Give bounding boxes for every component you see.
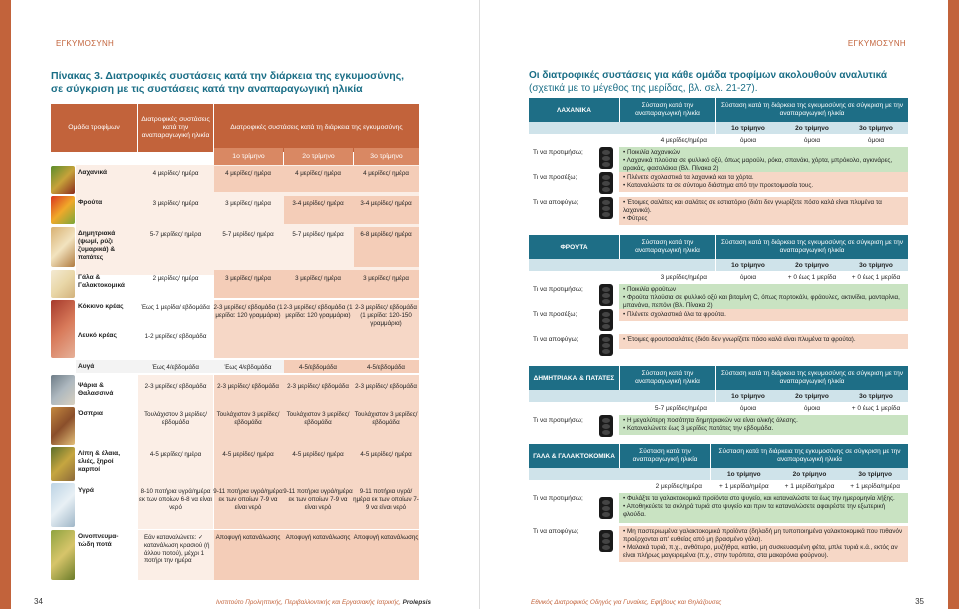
right-stripe — [948, 0, 959, 609]
question-pref: Τι να προτιμήσω; — [533, 149, 583, 156]
table-cell: 2-3 μερίδες/ εβδομάδα — [144, 383, 207, 390]
vegetables-photo — [51, 166, 75, 194]
traffic-light-icon — [599, 530, 613, 552]
table-cell: 3-4 μερίδες/ ημέρα — [292, 200, 344, 207]
table-cell: 5-7 μερίδες/ ημέρα — [292, 231, 344, 238]
lamp — [602, 181, 610, 186]
value-trimester: + 0 έως 1 μερίδα — [844, 403, 908, 414]
advice-item: • Η μεγαλύτερη ποσότητα δημητριακών να είναι ολικής άλεσης. — [623, 417, 904, 425]
table-cell: Τουλάχιστον 3 μερίδες/ εβδομάδα — [216, 411, 280, 426]
advice-item: • Λαχανικά πλούσια σε φυλλικό οξύ, όπως μαρούλι, ρόκα, σπανάκι, χόρτα, μπρόκολο, αγκινάρες, αρακάς, φασολάκια (Βλ. Πίνακα 2) — [623, 157, 904, 173]
question-avoid: Τι να αποφύγω; — [533, 199, 579, 206]
footer-left-bold: Prolepsis — [402, 599, 432, 606]
traffic-light-icon — [599, 334, 613, 356]
traffic-light-icon — [599, 284, 613, 306]
trimester-header: 3ο τρίμηνο — [842, 468, 908, 480]
value-trimester: όμοια — [844, 135, 908, 146]
table-cell: 3 μερίδες/ ημέρα — [225, 200, 271, 207]
traffic-light-icon — [599, 497, 613, 519]
table-cell: 4 μερίδες/ ημέρα — [363, 170, 409, 177]
traffic-light — [595, 415, 617, 437]
water-photo — [51, 483, 75, 527]
table-cell: 4-5 μερίδες/ ημέρα — [292, 451, 344, 458]
header-group: Ομάδα τροφίμων — [51, 104, 137, 152]
food-group-name: Όσπρια — [78, 410, 103, 417]
lamp — [602, 312, 610, 317]
advice-box-avoid — [619, 526, 908, 562]
wine-photo — [51, 530, 75, 580]
advice-box-pref — [619, 493, 908, 523]
table-cell: 1-2 μερίδες/ εβδομάδα — [144, 333, 207, 340]
sub-spacer — [529, 390, 715, 402]
traffic-light — [595, 309, 617, 331]
traffic-light-icon — [599, 172, 613, 194]
question-avoid: Τι να αποφύγω; — [533, 336, 579, 343]
question-pref: Τι να προτιμήσω; — [533, 286, 583, 293]
header-repro: Σύσταση κατά την αναπαραγωγική ηλικία — [620, 366, 715, 390]
lamp — [602, 539, 610, 544]
lamp — [602, 200, 610, 205]
value-repro: 4 μερίδες/ημέρα — [529, 135, 715, 146]
fruits-photo — [51, 196, 75, 224]
table-cell: 6-8 μερίδες/ ημέρα — [360, 231, 412, 238]
food-group-name: Φρούτα — [78, 199, 103, 206]
table-cell: 9-11 ποτήρια υγρά/ημέρα εκ των οποίων 7-9 να είναι νερό — [283, 488, 353, 511]
table-cell: 2-3 μερίδες/ εβδομάδα (1 μερίδα: 120 γραμμάρια) — [283, 304, 353, 319]
footer-left-text: Ινστιτούτο Προληπτικής, Περιβαλλοντικής και Εργασιακής Ιατρικής, — [216, 599, 401, 606]
food-group-name: Δημητριακά (ψωμί, ρύζι ζυμαρικά) & πατάτες — [78, 230, 116, 261]
advice-item: • Έτοιμες φρουτοσαλάτες (διότι δεν γνωρίζετε πόσο καλά είναι πλυμένα τα φρούτα). — [623, 336, 904, 344]
table-cell: Αποφυγή κατανάλωσης — [215, 534, 281, 541]
question-care: Τι να προσέξω; — [533, 174, 578, 181]
advice-item: • Φυλάξτε τα γαλακτοκομικά προϊόντα στο ψυγείο, και καταναλώστε τα έως την ημερομηνία λήξης. — [623, 495, 904, 503]
food-group-name: Λευκό κρέας — [78, 332, 117, 339]
header-t1: 1ο τρίμηνο — [214, 148, 283, 165]
sub-spacer — [529, 122, 715, 134]
table-cell: 9-11 ποτήρια υγρά/ημέρα εκ των οποίων 7-9 να είναι νερό — [353, 488, 419, 511]
table-cell: Έως 1 μερίδα/ εβδομάδα — [141, 304, 210, 311]
table-cell: 2-3 μερίδες/ εβδομάδα — [355, 383, 417, 390]
table-cell: Εάν καταναλώνετε: ✓ κατανάλωση κρασιού (ή άλλου ποτού), μέχρι 1 ποτήρι την ημέρα — [144, 534, 210, 565]
trimester-header: 3ο τρίμηνο — [844, 122, 908, 134]
trimester-header: 2ο τρίμηνο — [780, 122, 844, 134]
value-trimester: + 1 μερίδα/ημέρα — [777, 481, 843, 492]
advice-item: • Καταναλώστε τα σε σύντομο διάστημα από την προετοιμασία τους. — [623, 182, 904, 190]
header-preg: Σύσταση κατά τη διάρκεια της εγκυμοσύνης σε σύγκριση με την αναπαραγωγική ηλικία — [716, 98, 908, 122]
right-title-line-2: (σχετικά με το μέγεθος της μερίδας, βλ. σελ. 21-27). — [529, 83, 758, 94]
value-repro: 3 μερίδες/ημέρα — [529, 272, 715, 283]
page-number-right: 35 — [915, 597, 924, 606]
traffic-light — [595, 197, 617, 219]
sub-spacer — [529, 468, 710, 480]
table-cell: Έως 4/εβδομάδα — [152, 364, 199, 371]
lamp — [602, 337, 610, 342]
header-preg: Διατροφικές συστάσεις κατά τη διάρκεια της εγκυμοσύνης — [214, 104, 419, 152]
header-preg: Σύσταση κατά τη διάρκεια της εγκυμοσύνης σε σύγκριση με την αναπαραγωγική ηλικία — [716, 366, 908, 390]
value-trimester: + 0 έως 1 μερίδα — [780, 272, 844, 283]
table-cell: 3 μερίδες/ ημέρα — [295, 275, 341, 282]
table-cell: 3 μερίδες/ ημέρα — [363, 275, 409, 282]
table-cell: 4 μερίδες/ ημέρα — [225, 170, 271, 177]
trimester-header: 1ο τρίμηνο — [716, 259, 780, 271]
trimester-header: 1ο τρίμηνο — [711, 468, 777, 480]
label-fruit: ΦΡΟΥΤΑ — [529, 235, 619, 259]
table-cell: 8-10 ποτήρια υγρά/ημέρα εκ των οποίων 6-8 να είναι νερό — [139, 488, 212, 511]
advice-box-avoid — [619, 334, 908, 349]
advice-item: • Φύτρες — [623, 215, 904, 223]
header-repro: Διατροφικές συστάσεις κατά την αναπαραγωγική ηλικία — [138, 104, 213, 152]
food-group-name: Γάλα & Γαλακτοκομικά — [78, 274, 125, 289]
cereals-photo — [51, 227, 75, 267]
traffic-light-icon — [599, 147, 613, 169]
trimester-header: 2ο τρίμηνο — [777, 468, 843, 480]
advice-box-pref — [619, 147, 908, 175]
lamp — [602, 430, 610, 435]
table-cell: 4-5/εβδομάδα — [366, 364, 406, 371]
lamp — [602, 287, 610, 292]
traffic-light — [595, 493, 617, 523]
table-cell: Τουλάχιστον 3 μερίδες/ εβδομάδα — [144, 411, 207, 426]
lamp — [602, 318, 610, 323]
question-care: Τι να προσέξω; — [533, 311, 578, 318]
left-page — [0, 0, 479, 609]
question-pref: Τι να προτιμήσω; — [533, 495, 583, 502]
lamp — [602, 349, 610, 354]
sub-spacer — [529, 259, 715, 271]
section-label-right: ΕΓΚΥΜΟΣΥΝΗ — [847, 39, 906, 48]
table-cell: 4-5 μερίδες/ ημέρα — [360, 451, 412, 458]
page-number-left: 34 — [34, 597, 43, 606]
food-group-name: Κόκκινο κρέας — [78, 303, 124, 310]
traffic-light — [595, 526, 617, 556]
advice-item: • Μη παστεριωμένα γαλακτοκομικά προϊόντα (δηλαδή μη τυποποιημένα γαλακτοκομικά που πιθανόν προέρχονται απ' ευθείας από μη βρασμένο γάλα). — [623, 528, 904, 544]
lamp — [602, 512, 610, 517]
value-trimester: όμοια — [716, 272, 780, 283]
advice-box-pref — [619, 415, 908, 435]
lamp — [602, 175, 610, 180]
title-line-1: Πίνακας 3. Διατροφικές συστάσεις κατά την διάρκεια της εγκυμοσύνης, — [51, 70, 405, 82]
title-line-2: σε σύγκριση με τις συστάσεις κατά την αναπαραγωγική ηλικία — [51, 82, 363, 95]
trimester-header: 2ο τρίμηνο — [780, 390, 844, 402]
lamp — [602, 156, 610, 161]
lamp — [602, 212, 610, 217]
table-cell: 5-7 μερίδες/ ημέρα — [149, 231, 202, 238]
footer-left — [216, 599, 431, 606]
advice-box-pref — [619, 284, 908, 312]
table-cell: 4-5 μερίδες/ ημέρα — [149, 451, 202, 458]
lamp — [602, 533, 610, 538]
header-t2: 2ο τρίμηνο — [284, 148, 353, 165]
value-trimester: + 1 μερίδα/ημέρα — [842, 481, 908, 492]
table-cell: 4 μερίδες/ ημέρα — [295, 170, 341, 177]
table-cell: Έως 4/εβδομάδα — [224, 364, 272, 371]
advice-item: • Ποικιλία λαχανικών — [623, 149, 904, 157]
lamp — [602, 299, 610, 304]
table-cell: 2-3 μερίδες/ εβδομάδα (1 μερίδα: 120 γραμμάρια) — [213, 304, 283, 319]
header-repro: Σύσταση κατά την αναπαραγωγική ηλικία — [620, 444, 710, 468]
legumes-photo — [51, 407, 75, 445]
table-cell: Τουλάχιστον 3 μερίδες/ εβδομάδα — [286, 411, 350, 426]
table-cell: 2 μερίδες/ ημέρα — [152, 275, 199, 282]
traffic-light-icon — [599, 197, 613, 219]
value-trimester: όμοια — [716, 135, 780, 146]
lamp — [602, 293, 610, 298]
header-repro: Σύσταση κατά την αναπαραγωγική ηλικία — [620, 98, 715, 122]
traffic-light — [595, 172, 617, 194]
advice-item: • Καταναλώνετε έως 3 μερίδες πατάτες την εβδομάδα. — [623, 425, 904, 433]
advice-item: • Μαλακά τυριά, π.χ., ανθότυρο, μυζήθρα, κατίκι, μη συσκευασμένη φέτα, μπλε τυριά κ.ά., εκτός αν είναι πλήρως μαγειρεμένα (π.χ., στην τυρόπιτα, στα μακαρόνια φούρνου). — [623, 544, 904, 560]
section-label: ΕΓΚΥΜΟΣΥΝΗ — [56, 39, 115, 48]
lamp — [602, 187, 610, 192]
label-cereal: ΔΗΜΗΤΡΙΑΚΑ & ΠΑΤΑΤΕΣ — [529, 366, 619, 390]
lamp — [602, 162, 610, 167]
table-cell: Αποφυγή κατανάλωσης — [285, 534, 351, 541]
question-pref: Τι να προτιμήσω; — [533, 417, 583, 424]
value-repro: 2 μερίδες/ημέρα — [529, 481, 710, 492]
left-stripe — [0, 0, 11, 609]
lamp — [602, 545, 610, 550]
fats-photo — [51, 447, 75, 481]
header-t3: 3ο τρίμηνο — [354, 148, 419, 165]
lamp — [602, 500, 610, 505]
food-group-name: Αυγά — [78, 363, 95, 370]
table-title — [51, 70, 471, 95]
dairy-photo — [51, 270, 75, 298]
right-title — [529, 69, 944, 95]
traffic-light — [595, 334, 617, 356]
food-group-name: Λαχανικά — [78, 169, 108, 176]
advice-item: • Έτοιμες σαλάτες και σαλάτες σε εστιατόριο (διότι δεν γνωρίζετε πόσο καλά είναι πλυμένα τα λαχανικά). — [623, 199, 904, 215]
table-dairy — [529, 444, 908, 609]
right-title-line-1: Οι διατροφικές συστάσεις για κάθε ομάδα τροφίμων ακολουθούν αναλυτικά — [529, 70, 888, 81]
header-preg: Σύσταση κατά τη διάρκεια της εγκυμοσύνης σε σύγκριση με την αναπαραγωγική ηλικία — [711, 444, 908, 468]
advice-box-care — [619, 172, 908, 192]
value-trimester: + 0 έως 1 μερίδα — [844, 272, 908, 283]
value-trimester: όμοια — [780, 403, 844, 414]
traffic-light — [595, 284, 617, 306]
table-cell: 4 μερίδες/ ημέρα — [152, 170, 199, 177]
table-cell: 4-5/εβδομάδα — [298, 364, 338, 371]
traffic-light-icon — [599, 415, 613, 437]
header-preg: Σύσταση κατά τη διάρκεια της εγκυμοσύνης σε σύγκριση με την αναπαραγωγική ηλικία — [716, 235, 908, 259]
food-group-name: Λίπη & έλαια, ελιές, ξηροί καρποί — [78, 450, 121, 473]
food-group-name: Υγρά — [78, 487, 94, 494]
trimester-header: 3ο τρίμηνο — [844, 259, 908, 271]
trimester-header: 2ο τρίμηνο — [780, 259, 844, 271]
table-cell: 4-5 μερίδες/ ημέρα — [222, 451, 274, 458]
meat-photo — [51, 300, 75, 358]
table-cell: Αποφυγή κατανάλωσης — [353, 534, 419, 541]
label-veg: ΛΑΧΑΝΙΚΑ — [529, 98, 619, 122]
traffic-light-icon — [599, 309, 613, 331]
question-avoid: Τι να αποφύγω; — [533, 528, 579, 535]
lamp — [602, 343, 610, 348]
advice-item: • Αποθηκεύετε τα σκληρά τυριά στο ψυγείο και πριν τα καταναλώσετε αφαιρέστε την εξωτερική φλούδα. — [623, 503, 904, 519]
value-trimester: όμοια — [780, 135, 844, 146]
table-cell: 3 μερίδες/ ημέρα — [225, 275, 271, 282]
label-dairy: ΓΑΛΑ & ΓΑΛΑΚΤΟΚΟΜΙΚΑ — [529, 444, 619, 468]
trimester-header: 3ο τρίμηνο — [844, 390, 908, 402]
trimester-header: 1ο τρίμηνο — [716, 390, 780, 402]
value-trimester: + 1 μερίδα/ημέρα — [711, 481, 777, 492]
table-cell: 3 μερίδες/ ημέρα — [152, 200, 199, 207]
table-cell: 2-3 μερίδες/ εβδομάδα (1 μερίδα: 120-150 γραμμάρια) — [355, 304, 417, 327]
table-cell: 5-7 μερίδες/ ημέρα — [222, 231, 274, 238]
table-cell: 2-3 μερίδες/ εβδομάδα — [287, 383, 349, 390]
food-group-name: Οινοπνευμα-τώδη ποτά — [78, 533, 119, 548]
fish-photo — [51, 375, 75, 405]
lamp — [602, 206, 610, 211]
footer-right: Εθνικός Διατροφικός Οδηγός για Γυναίκες, Εφήβους και Θηλάζουσες — [531, 599, 722, 606]
lamp — [602, 150, 610, 155]
table-cell: 3-4 μερίδες/ ημέρα — [360, 200, 412, 207]
advice-item: • Φρούτα πλούσια σε φυλλικό οξύ και βιταμίνη C, όπως πορτοκάλι, φράουλες, ακτινίδια, μανταρίνια, μπανάνα, πεπόνι (Βλ. Πίνακα 2) — [623, 294, 904, 310]
right-page — [480, 0, 959, 609]
advice-box-care — [619, 309, 908, 321]
lamp — [602, 324, 610, 329]
value-trimester: όμοια — [716, 403, 780, 414]
traffic-light — [595, 147, 617, 169]
header-repro: Σύσταση κατά την αναπαραγωγική ηλικία — [620, 235, 715, 259]
table-cell: 2-3 μερίδες/ εβδομάδα — [217, 383, 279, 390]
value-repro: 5-7 μερίδες/ημέρα — [529, 403, 715, 414]
table-cell: Τουλάχιστον 3 μερίδες/ εβδομάδα — [354, 411, 418, 426]
advice-box-avoid — [619, 197, 908, 225]
lamp — [602, 424, 610, 429]
lamp — [602, 418, 610, 423]
advice-item: • Πλένετε σχολαστικά τα λαχανικά και τα χόρτα. — [623, 174, 904, 182]
lamp — [602, 506, 610, 511]
food-group-name: Ψάρια & Θαλασσινά — [78, 382, 114, 397]
advice-item: • Πλένετε σχολαστικά όλα τα φρούτα. — [623, 311, 904, 319]
advice-item: • Ποικιλία φρούτων — [623, 286, 904, 294]
table-cell: 9-11 ποτήρια υγρά/ημέρα εκ των οποίων 7-9 να είναι νερό — [213, 488, 283, 511]
trimester-header: 1ο τρίμηνο — [716, 122, 780, 134]
